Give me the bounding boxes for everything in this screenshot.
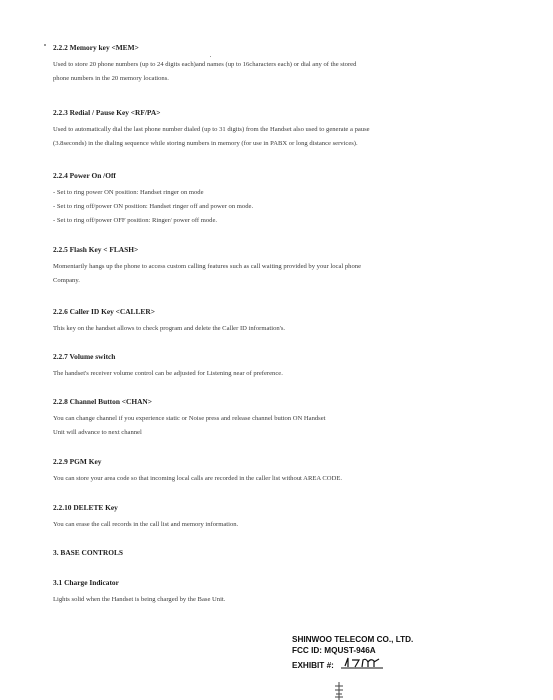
section-heading: 2.2.8 Channel Button <CHAN> (53, 397, 152, 406)
exhibit-label: EXHIBIT #: (292, 661, 334, 670)
section-line: You can erase the call records in the call list and memory information. (53, 521, 239, 528)
fcc-id: FCC ID: MQUST-946A (292, 646, 376, 655)
section-line: Used to store 20 phone numbers (up to 24 digits each)and names (up to 16characters each) or dial any of the stored (53, 61, 357, 68)
section-base-controls (53, 548, 493, 563)
scan-speck (210, 56, 211, 57)
section-heading: 2.2.3 Redial / Pause Key <RF/PA> (53, 108, 161, 117)
section-caller-id-key (53, 307, 493, 336)
section-heading: 2.2.5 Flash Key < FLASH> (53, 245, 139, 254)
scan-smudge (333, 682, 345, 700)
section-flash-key (53, 245, 493, 288)
section-line: Unit will advance to next channel (53, 429, 142, 436)
section-line: Lights solid when the Handset is being charged by the Base Unit. (53, 596, 226, 603)
section-line: - Set to ring off/power OFF position: Ringer/ power off mode. (53, 217, 218, 224)
section-volume-switch (53, 352, 493, 381)
exhibit-line (292, 656, 413, 671)
scan-speck (44, 44, 46, 46)
section-line: (3.8seconds) in the dialing sequence while storing numbers in memory (for use in PABX or long distance services). (53, 140, 358, 147)
section-heading: 2.2.2 Memory key <MEM> (53, 43, 139, 52)
company-name: SHINWOO TELECOM CO., LTD. (292, 635, 414, 644)
section-line: You can change channel if you experience static or Noise press and release channel button ON Handset (53, 415, 326, 422)
section-delete-key (53, 503, 493, 532)
section-line: - Set to ring off/power ON position: Handset ringer off and power on mode. (53, 203, 254, 210)
section-line: You can store your area code so that incoming local calls are recorded in the caller list without AREA CODE. (53, 475, 343, 482)
section-power-on-off (53, 171, 493, 228)
section-charge-indicator (53, 578, 493, 607)
section-heading: 2.2.6 Caller ID Key <CALLER> (53, 307, 155, 316)
section-line: phone numbers in the 20 memory locations. (53, 75, 169, 82)
section-heading: 3.1 Charge Indicator (53, 578, 119, 587)
handwritten-exhibit-mark (339, 656, 387, 670)
section-heading: 2.2.10 DELETE Key (53, 503, 118, 512)
exhibit-footer (292, 634, 413, 671)
section-channel-button (53, 397, 493, 440)
section-line: - Set to ring power ON position: Handset ringer on mode (53, 189, 204, 196)
section-memory-key (53, 43, 493, 86)
section-line: This key on the handset allows to check program and delete the Caller ID information's. (53, 325, 286, 332)
section-heading: 2.2.7 Volume switch (53, 352, 116, 361)
section-line: Used to automatically dial the last phone number dialed (up to 31 digits) from the Handset also used to generate a pause (53, 126, 370, 133)
section-heading: 3. BASE CONTROLS (53, 548, 124, 557)
section-line: Company. (53, 277, 80, 284)
section-heading: 2.2.4 Power On /Off (53, 171, 116, 180)
section-line: Momentarily hangs up the phone to access custom calling features such as call waiting provided by your local phone (53, 263, 361, 270)
section-line: The handset's receiver volume control can be adjusted for Listening near of preference. (53, 370, 283, 377)
section-heading: 2.2.9 PGM Key (53, 457, 102, 466)
section-redial-pause-key (53, 108, 493, 151)
section-pgm-key (53, 457, 493, 486)
